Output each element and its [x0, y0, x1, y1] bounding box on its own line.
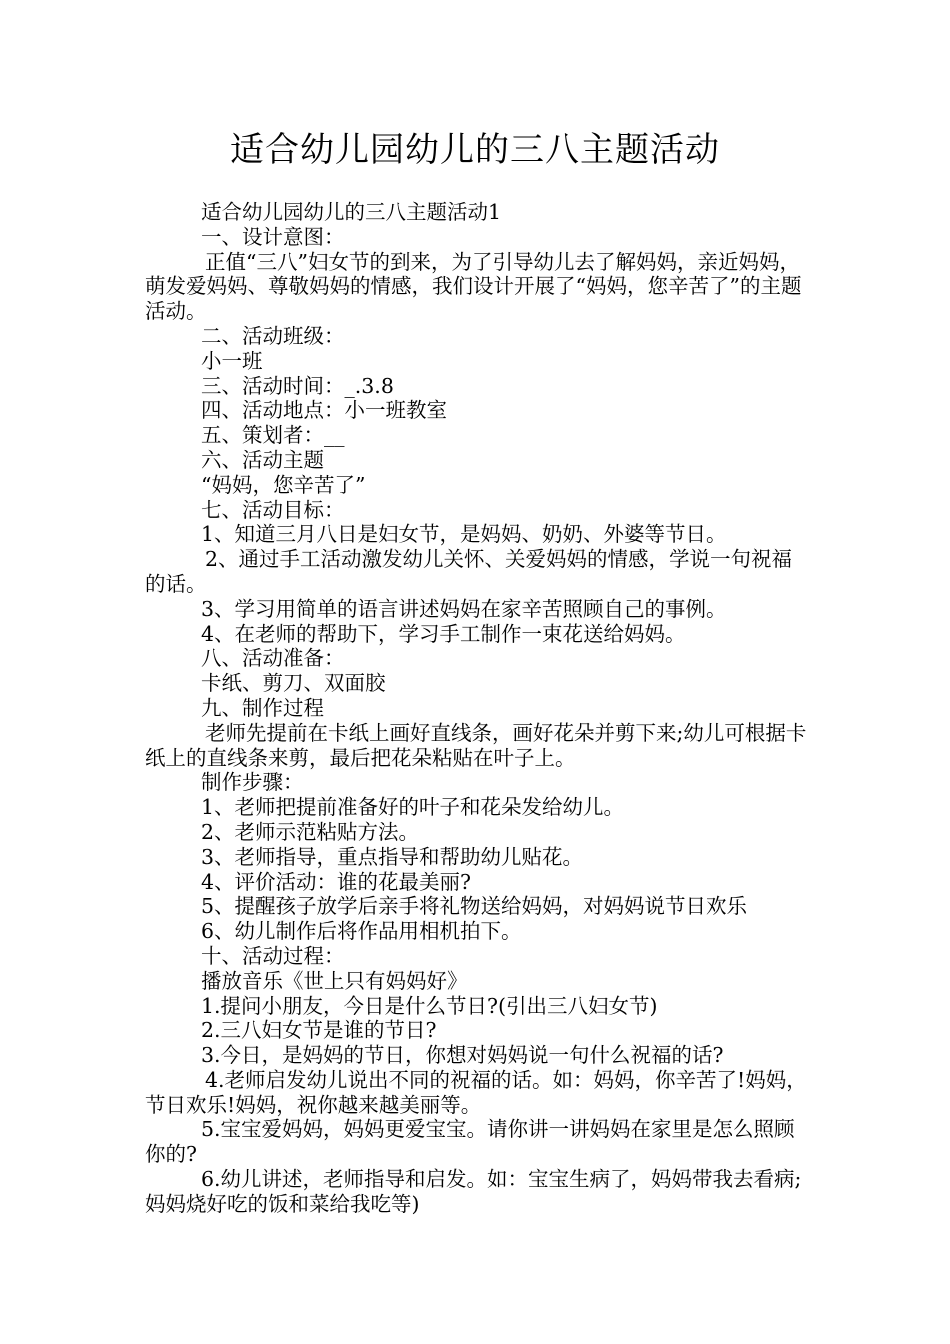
paragraph: 四、活动地点：小一班教室 — [201, 398, 447, 423]
paragraph: 正值“三八”妇女节的到来，为了引导幼儿去了解妈妈，亲近妈妈，萌发爱妈妈、尊敬妈妈的情感，我们设计开展了“妈妈，您辛苦了”的主题活动。 — [145, 249, 802, 324]
paragraph: 2、通过手工活动激发幼儿关怀、关爱妈妈的情感，学说一句祝福的话。 — [145, 547, 793, 596]
paragraph: 七、活动目标： — [201, 497, 345, 522]
paragraph: 五、策划者：__ — [201, 423, 345, 448]
paragraph: 播放音乐《世上只有妈妈好》 — [201, 968, 468, 993]
paragraph: 卡纸、剪刀、双面胶 — [201, 671, 386, 696]
paragraph: 4、评价活动：谁的花最美丽? — [201, 869, 472, 894]
document-body — [145, 200, 807, 1217]
paragraph: 老师先提前在卡纸上画好直线条，画好花朵并剪下来;幼儿可根据卡纸上的直线条来剪，最后把花朵粘贴在叶子上。 — [145, 720, 807, 770]
paragraph: 适合幼儿园幼儿的三八主题活动1 — [201, 200, 502, 224]
paragraph: 6.幼儿讲述，老师指导和启发。如：宝宝生病了，妈妈带我去看病;妈妈烧好吃的饭和菜给我吃等) — [145, 1167, 802, 1216]
paragraph: 6、幼儿制作后将作品用相机拍下。 — [201, 919, 522, 944]
paragraph: 八、活动准备： — [201, 646, 345, 671]
paragraph: 5.宝宝爱妈妈，妈妈更爱宝宝。请你讲一讲妈妈在家里是怎么照顾你的? — [145, 1117, 795, 1167]
paragraph: 3、学习用简单的语言讲述妈妈在家辛苦照顾自己的事例。 — [201, 596, 727, 621]
paragraph: 三、活动时间：_.3.8 — [201, 373, 394, 398]
paragraph: 2.三八妇女节是谁的节日? — [201, 1018, 437, 1043]
paragraph: 4.老师启发幼儿说出不同的祝福的话。如：妈妈，你辛苦了!妈妈，节日欢乐!妈妈，祝你越来越美丽等。 — [145, 1067, 807, 1117]
document-title: 适合幼儿园幼儿的三八主题活动 — [230, 130, 720, 170]
paragraph: 制作步骤： — [201, 770, 304, 795]
paragraph: 1.提问小朋友，今日是什么节日?(引出三八妇女节) — [201, 993, 658, 1018]
paragraph: 九、制作过程 — [201, 695, 324, 720]
paragraph: 3、老师指导，重点指导和帮助幼儿贴花。 — [201, 844, 584, 869]
paragraph: 3.今日，是妈妈的节日，你想对妈妈说一句什么祝福的话? — [201, 1043, 724, 1068]
paragraph: 2、老师示范粘贴方法。 — [201, 819, 420, 844]
paragraph: 六、活动主题 — [201, 447, 324, 472]
paragraph: 小一班 — [201, 348, 263, 373]
paragraph: 5、提醒孩子放学后亲手将礼物送给妈妈，对妈妈说节日欢乐 — [201, 894, 748, 919]
paragraph: 4、在老师的帮助下，学习手工制作一束花送给妈妈。 — [201, 621, 686, 646]
paragraph: 一、设计意图： — [201, 224, 345, 249]
paragraph: 二、活动班级： — [201, 323, 345, 348]
paragraph: 十、活动过程： — [201, 943, 345, 968]
paragraph: 1、知道三月八日是妇女节，是妈妈、奶奶、外婆等节日。 — [201, 522, 727, 547]
paragraph: 1、老师把提前准备好的叶子和花朵发给幼儿。 — [201, 795, 625, 820]
paragraph: “妈妈，您辛苦了” — [201, 472, 366, 497]
